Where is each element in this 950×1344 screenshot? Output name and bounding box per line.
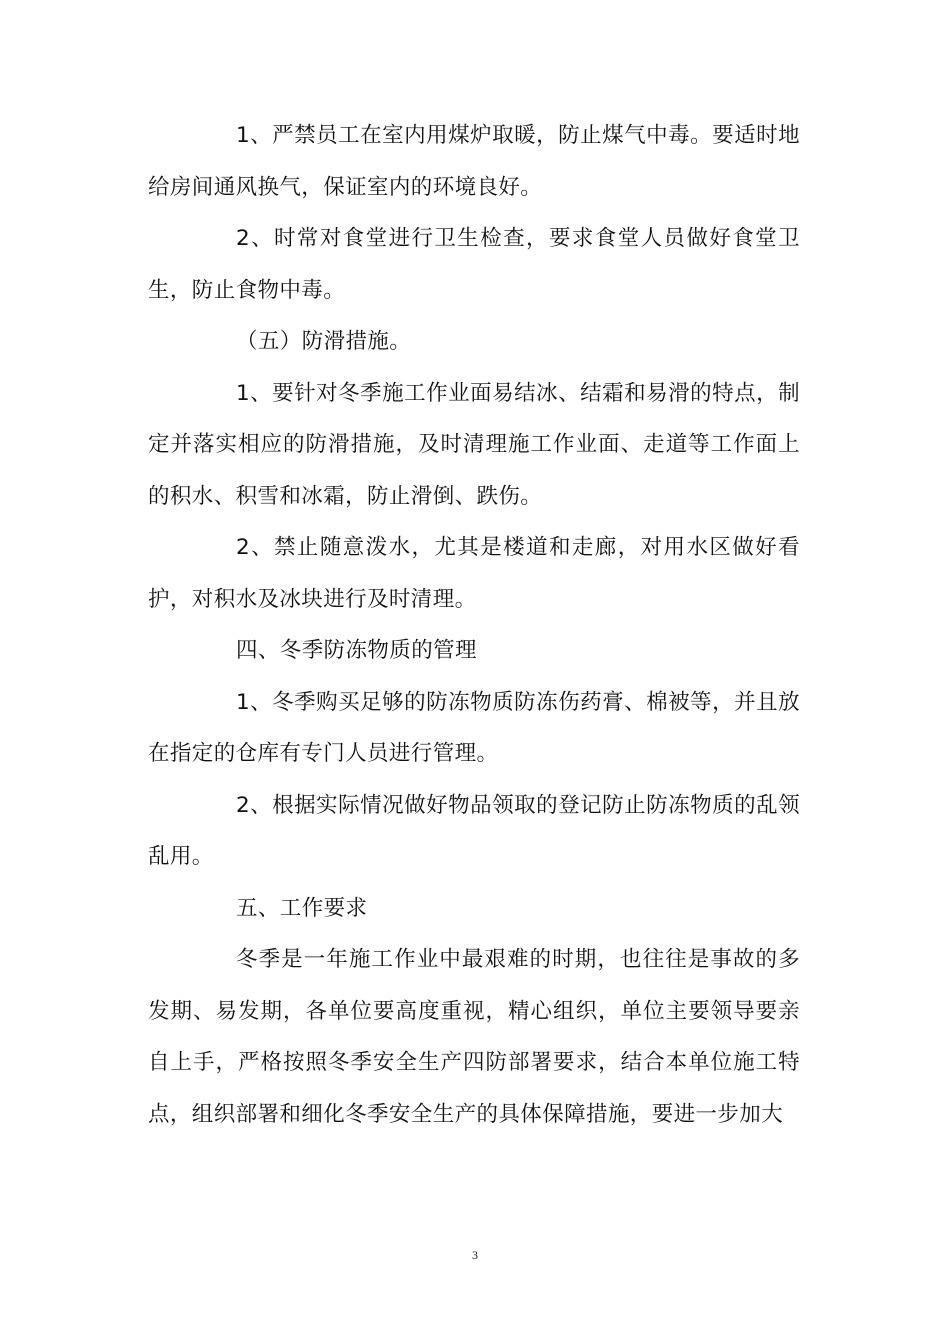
paragraph: 2、时常对食堂进行卫生检查，要求食堂人员做好食堂卫生，防止食物中毒。 — [148, 226, 800, 303]
paragraph: 2、根据实际情况做好物品领取的登记防止防冻物质的乱领乱用。 — [148, 792, 800, 869]
paragraph: 冬季是一年施工作业中最艰难的时期，也往往是事故的多发期、易发期，各单位要高度重视，精心组织，单位主要领导要亲自上手，严格按照冬季安全生产四防部署要求，结合本单位施工特点，组织部署和细化冬季安全生产的具体保障措施，要进一步加大 — [148, 947, 800, 1127]
section-heading: 五、工作要求 — [236, 895, 368, 921]
page-number: 3 — [472, 1248, 478, 1262]
section-heading: （五）防滑措施。 — [236, 329, 412, 354]
paragraph: 1、冬季购买足够的防冻物质防冻伤药膏、棉被等，并且放在指定的仓库有专门人员进行管理。 — [148, 689, 800, 766]
paragraph: 1、要针对冬季施工作业面易结冰、结霜和易滑的特点，制定并落实相应的防滑措施，及时清理施工作业面、走道等工作面上的积水、积雪和冰霜，防止滑倒、跌伤。 — [148, 380, 800, 509]
document-body — [148, 110, 800, 1140]
section-heading: 四、冬季防冻物质的管理 — [236, 638, 477, 663]
paragraph: 2、禁止随意泼水，尤其是楼道和走廊，对用水区做好看护，对积水及冰块进行及时清理。 — [148, 535, 800, 612]
paragraph: 1、严禁员工在室内用煤炉取暖，防止煤气中毒。要适时地给房间通风换气，保证室内的环境良好。 — [148, 123, 800, 200]
